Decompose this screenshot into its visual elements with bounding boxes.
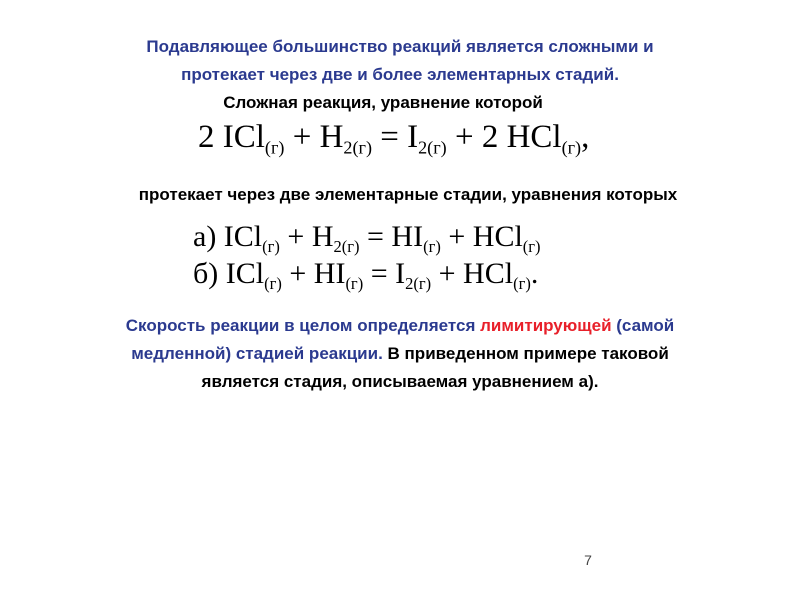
eq-term: + HI xyxy=(281,257,346,290)
limiting-highlight: лимитирующей xyxy=(480,316,612,335)
eq-subscript: (г) xyxy=(345,273,364,293)
eq-punct: , xyxy=(581,119,590,155)
eq-subscript: (г) xyxy=(264,137,285,158)
conclusion-text: медленной) стадией реакции. xyxy=(131,344,383,363)
eq-term: + HCl xyxy=(440,220,523,253)
intro-line-3: Сложная реакция, уравнение которой xyxy=(223,93,543,112)
conclusion-text: Скорость реакции в целом определяется xyxy=(125,316,481,335)
eq-subscript: (г) xyxy=(561,137,582,158)
conclusion-text: В приведенном примере таковой xyxy=(382,344,669,363)
stages-intro: протекает через две элементарные стадии, уравнения которых xyxy=(138,185,678,204)
intro-line-2: протекает через две и более элементарных стадий. xyxy=(181,65,619,84)
conclusion-line-2 xyxy=(0,344,800,364)
main-equation xyxy=(198,119,589,156)
eq-subscript: (г) xyxy=(423,236,441,256)
eq-term: + H xyxy=(284,119,344,155)
eq-subscript: (г) xyxy=(522,236,541,256)
eq-term: = I xyxy=(363,257,406,290)
eq-term: 2 ICl xyxy=(198,119,265,155)
eq-term: а) ICl xyxy=(193,220,263,253)
conclusion-line-3: является стадия, описываемая уравнением а). xyxy=(201,372,599,391)
conclusion-text: (самой xyxy=(611,316,675,335)
eq-term: + H xyxy=(279,220,334,253)
intro-line-1: Подавляющее большинство реакций является сложными и xyxy=(146,37,654,56)
eq-term: + HCl xyxy=(431,257,514,290)
conclusion-line-1 xyxy=(0,316,800,336)
step-a-equation xyxy=(193,220,541,254)
eq-subscript: (г) xyxy=(262,236,280,256)
eq-term: б) ICl xyxy=(193,257,265,290)
eq-punct: . xyxy=(530,257,539,290)
eq-subscript: 2(г) xyxy=(333,236,360,256)
eq-subscript: (г) xyxy=(513,273,531,293)
eq-term: = I xyxy=(372,119,419,155)
step-b-equation xyxy=(193,257,538,291)
eq-subscript: 2(г) xyxy=(343,137,372,158)
eq-term: = HI xyxy=(359,220,424,253)
eq-subscript: 2(г) xyxy=(405,273,432,293)
eq-subscript: 2(г) xyxy=(418,137,447,158)
eq-term: + 2 HCl xyxy=(446,119,562,155)
eq-subscript: (г) xyxy=(264,273,282,293)
page-number: 7 xyxy=(584,552,592,568)
